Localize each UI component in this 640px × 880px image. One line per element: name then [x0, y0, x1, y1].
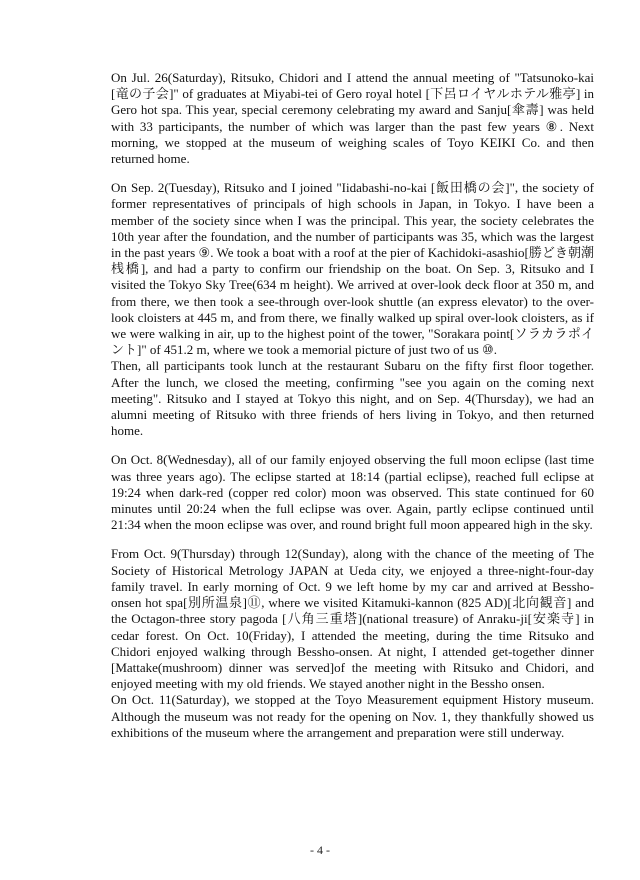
paragraph-lunch-subaru: Then, all participants took lunch at the restaurant Subaru on the fifty first floor together. After the lunch, we closed the meeting, confirming "see you again on the coming next meeting". Ritsuko and I stayed at Tokyo this night, and on Sep. 4(Thursday), we had an alumni meeting of Ritsuko with three friends of hers living in Tokyo, and then returned home. — [111, 358, 594, 439]
paragraph-ueda-travel: From Oct. 9(Thursday) through 12(Sunday), along with the chance of the meeting of The Society of Historical Metrology JAPAN at Ueda city, we enjoyed a three-night-four-day family travel. In early morning of Oct. 9 we left home by my car and arrived at Bessho-onsen hot spa[別所温泉]⑪, where we visited Kitamuki-kannon (825 AD)[北向観音] and the Octagon-three story pagoda [八角三重塔](national treasure) of Anraku-ji[安楽寺] in cedar forest. On Oct. 10(Friday), I attended the meeting, during the time Ritsuko and Chidori enjoyed walking through Bessho-onsen. At night, I attended get-together dinner [Mattake(mushroom) dinner was served]of the meeting with Ritsuko and Chidori, and enjoyed meeting with my old friends. We stayed another night in the Bessho onsen. — [111, 546, 594, 692]
paragraph-tatsunoko-kai: On Jul. 26(Saturday), Ritsuko, Chidori and I attend the annual meeting of "Tatsunoko-kai [竜の子会]" of graduates at Miyabi-tei of Gero royal hotel [下呂ロイヤルホテル雅亭] in Gero hot spa. This year, special ceremony celebrating my award and Sanju[傘壽] was held with 33 participants, the number of which was larger than the past few years ⑧. Next morning, we stopped at the museum of weighing scales of Toyo KEIKI Co. and then returned home. — [111, 70, 594, 167]
paragraph-toyo-museum: On Oct. 11(Saturday), we stopped at the Toyo Measurement equipment History museum. Although the museum was not ready for the opening on Nov. 1, they thankfully showed us exhibitions of the museum where the arrangement and preparation were still underway. — [111, 692, 594, 740]
page-number: - 4 - — [310, 843, 330, 857]
paragraph-moon-eclipse: On Oct. 8(Wednesday), all of our family enjoyed observing the full moon eclipse (last time was three years ago). The eclipse started at 18:14 (partial eclipse), reached full eclipse at 19:24 when dark-red (copper red color) moon was observed. This state continued for 60 minutes until 20:24 when the full eclipse was over. Again, partly eclipse continued until 21:34 when the moon eclipse was over, and round bright full moon appeared high in the sky. — [111, 452, 594, 533]
paragraph-iidabashi-no-kai: On Sep. 2(Tuesday), Ritsuko and I joined "Iidabashi-no-kai [飯田橋の会]", the society of former representatives of principals of high schools in Japan, in Tokyo. I have been a member of the society since when I was the principal. This year, the society celebrates the 10th year after the foundation, and the number of participants was 35, which was the largest in the past years ⑨. We took a boat with a roof at the pier of Kachidoki-asashio[勝どき朝潮桟橋], and had a party to confirm our friendship on the boat. On Sep. 3, Ritsuko and I visited the Tokyo Sky Tree(634 m height). We arrived at over-look deck floor at 350 m, and from there, we then took a see-through over-look shuttle (an express elevator) to the over-look cloisters at 445 m, and from there, we finally walked up spiral over-look cloisters, as if we were walking in air, up to the highest point of the tower, "Sorakara point[ソラカラポイント]" of 451.2 m, where we took a memorial picture of just two of us ⑩. — [111, 180, 594, 358]
